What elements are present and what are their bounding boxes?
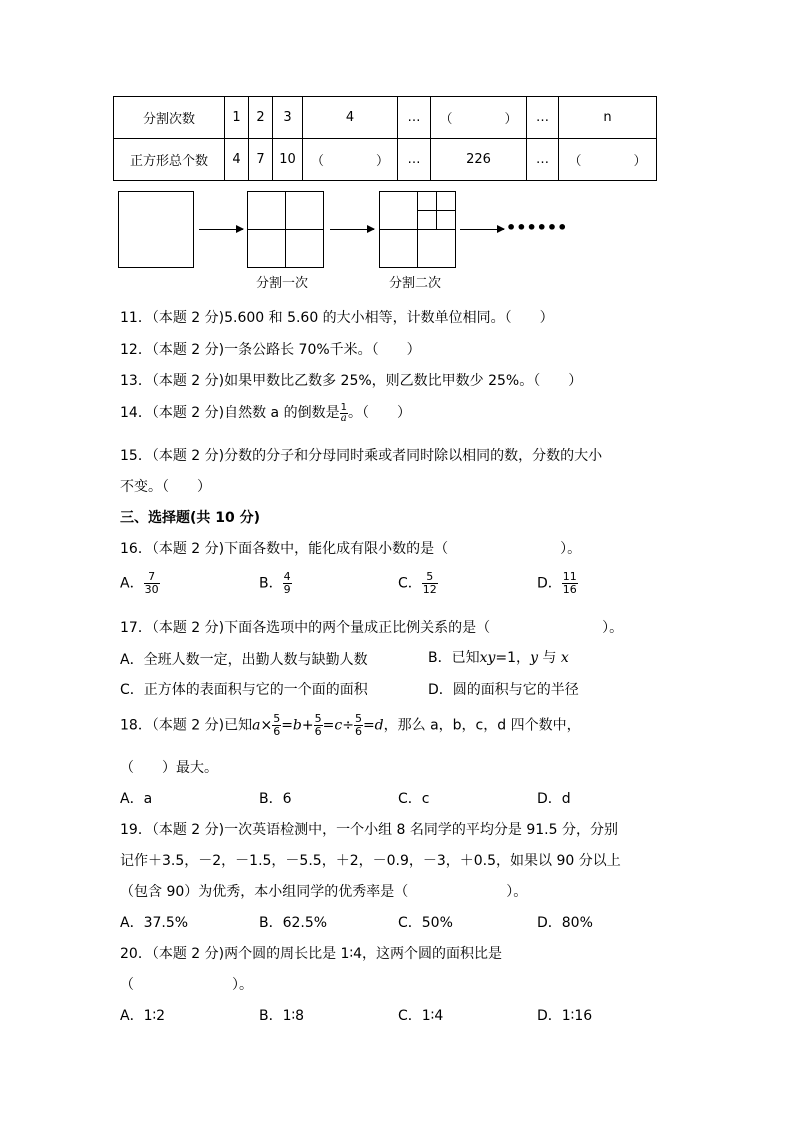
- option-c[interactable]: C．1∶4: [398, 1008, 444, 1024]
- math-variable: y: [530, 650, 538, 666]
- table-cell: （ ）: [303, 139, 398, 181]
- arrow-icon: [330, 229, 374, 230]
- question-12: 12．（本题 2 分)一条公路长 70%千米。（ ）: [120, 342, 421, 358]
- table-cell: 226: [431, 139, 527, 181]
- option-c[interactable]: [398, 571, 438, 596]
- numerator: 11: [562, 570, 577, 583]
- option-b[interactable]: B．6: [259, 791, 292, 807]
- square-step0: [118, 191, 194, 268]
- table-cell: 2: [249, 97, 273, 139]
- option-a[interactable]: [120, 571, 160, 596]
- table-cell: （ ）: [431, 97, 527, 139]
- fraction: [144, 571, 160, 596]
- numerator: 1: [340, 401, 347, 413]
- table-cell: 3: [273, 97, 303, 139]
- question-20-line2: （ ）。: [120, 977, 253, 993]
- table-cell: 10: [273, 139, 303, 181]
- question-19-line2: 记作＋3.5，－2，－1.5，－5.5，＋2，－0.9，－3，＋0.5，如果以 90 分以上: [120, 853, 621, 869]
- table-cell: 分割次数: [114, 97, 225, 139]
- question-19-line1: 19．（本题 2 分)一次英语检测中，一个小组 8 名同学的平均分是 91.5 分，分别: [120, 822, 618, 838]
- option-label: C．: [398, 575, 422, 592]
- option-b[interactable]: B．1∶8: [259, 1008, 305, 1024]
- numerator: 5: [273, 712, 281, 725]
- math-operator: ×: [260, 717, 273, 734]
- question-15-line1: 15．（本题 2 分)分数的分子和分母同时乘或者同时除以相同的数，分数的大小: [120, 448, 603, 464]
- question-18-line2: （ ）最大。: [120, 760, 218, 776]
- ellipsis-dots: ••••••: [506, 218, 568, 237]
- denominator: 6: [314, 725, 322, 738]
- divider-line: [379, 229, 456, 230]
- table-cell: （ ）: [559, 139, 657, 181]
- table-cell: …: [398, 97, 431, 139]
- denominator: 30: [144, 583, 159, 596]
- question-text: 14．（本题 2 分)自然数 a 的倒数是: [120, 405, 340, 421]
- table-cell: 正方形总个数: [114, 139, 225, 181]
- question-15-line2: 不变。（ ）: [120, 479, 211, 495]
- fraction: [283, 571, 292, 596]
- table-row: [114, 139, 657, 181]
- option-label: B．: [259, 575, 283, 592]
- math-variable: d: [374, 717, 384, 734]
- table-cell: …: [398, 139, 431, 181]
- question-14: [120, 402, 411, 424]
- table-row: [114, 97, 657, 139]
- section-heading: 三、选择题(共 10 分): [120, 510, 261, 526]
- numerator: 5: [354, 712, 362, 725]
- math-operator: =: [281, 717, 293, 734]
- denominator: 6: [273, 725, 281, 738]
- option-label: A．: [120, 575, 144, 592]
- arrow-icon: [460, 229, 504, 230]
- option-label: D．: [537, 575, 562, 592]
- caption-split-once: 分割一次: [256, 276, 309, 291]
- option-b[interactable]: B．62.5%: [259, 915, 328, 931]
- option-d[interactable]: D．80%: [537, 915, 593, 931]
- option-a[interactable]: A．全班人数一定，出勤人数与缺勤人数: [120, 652, 368, 668]
- pattern-table: [113, 96, 657, 181]
- fraction: [272, 713, 281, 738]
- question-20-line1: 20．（本题 2 分)两个圆的周长比是 1∶4，这两个圆的面积比是: [120, 946, 502, 962]
- question-18: [120, 713, 581, 738]
- numerator: 7: [144, 571, 160, 584]
- arrow-icon: [199, 229, 243, 230]
- question-text: 。（ ）: [347, 405, 411, 421]
- question-16: 16．（本题 2 分)下面各数中，能化成有限小数的是（ ）。: [120, 541, 582, 557]
- denominator: 6: [354, 725, 362, 738]
- question-11: 11．（本题 2 分)5.600 和 5.60 的大小相等，计数单位相同。（ ）: [120, 310, 554, 326]
- question-19-line3: （包含 90）为优秀，本小组同学的优秀率是（ ）。: [120, 884, 528, 900]
- option-label: B．已知: [428, 650, 480, 666]
- numerator: 5: [422, 571, 438, 584]
- option-a[interactable]: A．1∶2: [120, 1008, 166, 1024]
- option-d[interactable]: [537, 571, 578, 596]
- table-cell: …: [527, 97, 559, 139]
- option-d[interactable]: D．1∶16: [537, 1008, 593, 1024]
- option-d[interactable]: D．d: [537, 791, 571, 807]
- table-cell: 1: [225, 97, 249, 139]
- option-text: 与: [537, 650, 561, 666]
- question-17: 17．（本题 2 分)下面各选项中的两个量成正比例关系的是（ ）。: [120, 620, 624, 636]
- table-cell: 4: [225, 139, 249, 181]
- fraction: [562, 571, 578, 596]
- denominator: 12: [422, 583, 437, 596]
- math-operator: =: [322, 717, 335, 734]
- fraction: [354, 713, 363, 738]
- option-a[interactable]: A．a: [120, 791, 153, 807]
- math-operator: =: [362, 717, 375, 734]
- option-d[interactable]: D．圆的面积与它的半径: [428, 682, 579, 698]
- math-variable: a: [252, 717, 261, 734]
- math-expression: xy: [479, 650, 496, 666]
- question-text: 18．（本题 2 分)已知: [120, 717, 253, 734]
- fraction: [314, 713, 323, 738]
- numerator: 4: [283, 570, 291, 583]
- question-text: ，那么 a，b，c，d 四个数中，: [383, 717, 581, 734]
- option-c[interactable]: C．50%: [398, 915, 453, 931]
- table-cell: 4: [303, 97, 398, 139]
- option-c[interactable]: C．正方体的表面积与它的一个面的面积: [120, 682, 368, 698]
- divider-line: [247, 229, 324, 230]
- divider-line: [417, 210, 456, 211]
- option-a[interactable]: A．37.5%: [120, 915, 189, 931]
- fraction: [422, 571, 438, 596]
- table-cell: …: [527, 139, 559, 181]
- option-b[interactable]: [428, 647, 569, 667]
- numerator: 5: [314, 712, 322, 725]
- question-13: 13．（本题 2 分)如果甲数比乙数多 25%，则乙数比甲数少 25%。（ ）: [120, 373, 583, 389]
- option-b[interactable]: [259, 571, 292, 596]
- denominator: 16: [562, 583, 577, 596]
- denominator: 9: [283, 583, 291, 596]
- math-expression: =1，: [495, 650, 531, 666]
- math-operator: +: [301, 717, 314, 734]
- math-variable: c: [334, 717, 343, 734]
- caption-split-twice: 分割二次: [389, 276, 442, 291]
- math-operator: ÷: [342, 717, 354, 734]
- option-c[interactable]: C．c: [398, 791, 430, 807]
- table-cell: n: [559, 97, 657, 139]
- denominator: a: [340, 412, 347, 424]
- table-cell: 7: [249, 139, 273, 181]
- math-variable: b: [292, 717, 302, 734]
- math-variable: x: [560, 650, 569, 666]
- fraction: [340, 403, 348, 424]
